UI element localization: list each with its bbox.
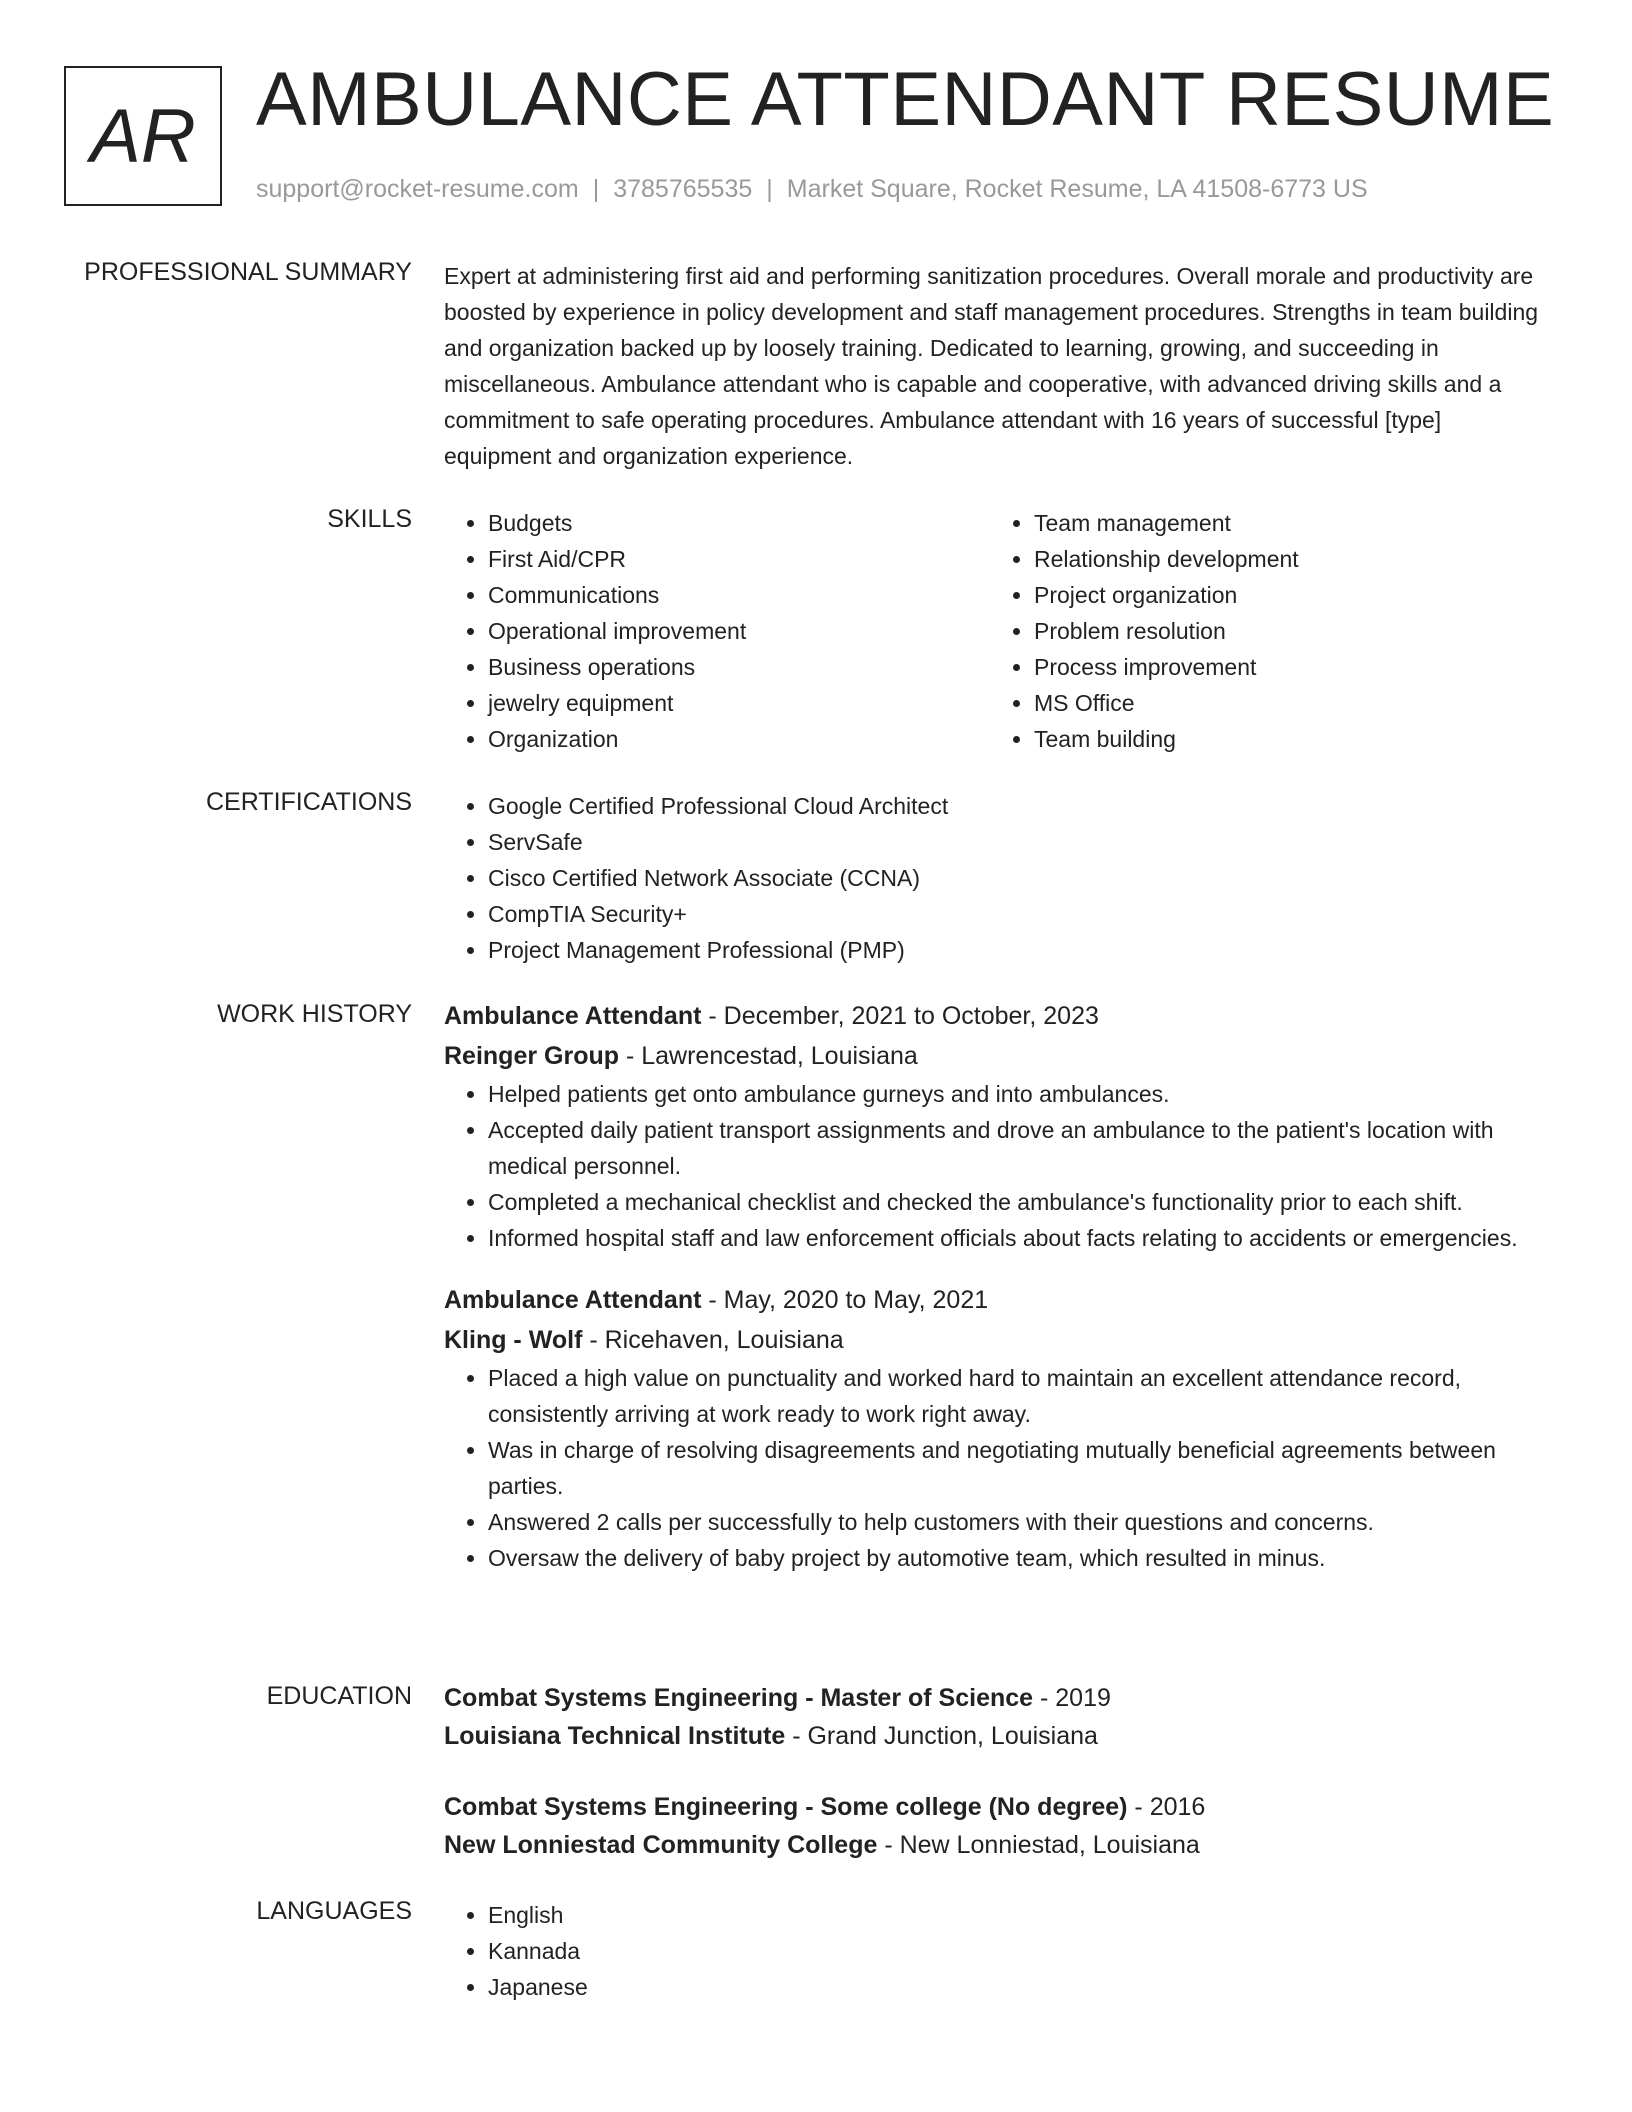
job-title: Ambulance Attendant bbox=[444, 1286, 702, 1314]
education-year: - 2019 bbox=[1033, 1684, 1111, 1712]
education-degree: Combat Systems Engineering - Master of Science bbox=[444, 1684, 1034, 1712]
certification-item: • Cisco Certified Network Associate (CCNA) bbox=[488, 860, 1554, 896]
education-degree: Combat Systems Engineering - Some college (No degree) bbox=[444, 1793, 1128, 1821]
education-degree-line bbox=[444, 1788, 1554, 1826]
skill-item: • Operational improvement bbox=[488, 613, 990, 649]
job-bullet: • Placed a high value on punctuality and worked hard to maintain an excellent attendance record, consistently arriving at work ready to work right away. bbox=[488, 1360, 1554, 1432]
education-school-line bbox=[444, 1717, 1554, 1755]
section-label-certifications: CERTIFICATIONS bbox=[205, 788, 412, 816]
education-entry bbox=[444, 1788, 1554, 1864]
skills-list-left bbox=[444, 505, 990, 757]
certification-item: • CompTIA Security+ bbox=[488, 896, 1554, 932]
job-company-line bbox=[444, 1320, 1554, 1360]
job-company: Kling - Wolf bbox=[444, 1326, 583, 1354]
job-title-line bbox=[444, 996, 1554, 1036]
contact-email[interactable]: support@rocket-resume.com bbox=[256, 175, 579, 203]
job-entry bbox=[444, 996, 1554, 1256]
skill-item: • MS Office bbox=[1034, 685, 1536, 721]
education-school: Louisiana Technical Institute bbox=[444, 1722, 786, 1750]
summary-text: Expert at administering first aid and performing sanitization procedures. Overall morale and productivity are boosted by experience in policy development and staff management procedures. Strengths in team building and organization backed up by loosely training. Dedicated to learning, growing, and succeeding in miscellaneous. Ambulance attendant who is capable and cooperative, with advanced driving skills and a commitment to safe operating procedures. Ambulance attendant with 16 years of successful [type] equipment and organization experience. bbox=[444, 263, 1539, 469]
section-label-education: EDUCATION bbox=[266, 1682, 412, 1710]
job-bullets bbox=[444, 1076, 1554, 1256]
job-company: Reinger Group bbox=[444, 1042, 620, 1070]
skills-list-right bbox=[990, 505, 1536, 757]
section-label-skills: SKILLS bbox=[327, 505, 412, 533]
contact-separator: | bbox=[592, 175, 600, 203]
resume-title: AMBULANCE ATTENDANT RESUME bbox=[256, 57, 1555, 142]
contact-separator: | bbox=[766, 175, 773, 203]
languages-list bbox=[444, 1897, 1554, 2005]
education-entry bbox=[444, 1679, 1554, 1755]
job-dates: - May, 2020 to May, 2021 bbox=[701, 1286, 989, 1314]
education-school-line bbox=[444, 1826, 1554, 1864]
language-item: • English bbox=[488, 1897, 1554, 1933]
skill-item: • Communications bbox=[488, 577, 990, 613]
job-entry bbox=[444, 1280, 1554, 1576]
language-item: • Japanese bbox=[488, 1969, 1554, 2005]
education-year: - 2016 bbox=[1127, 1793, 1206, 1821]
job-bullet: • Completed a mechanical checklist and checked the ambulance's functionality prior to each shift. bbox=[488, 1184, 1554, 1220]
skill-item: • Problem resolution bbox=[1034, 613, 1536, 649]
skill-item: • Team management bbox=[1034, 505, 1536, 541]
job-bullet: • Accepted daily patient transport assignments and drove an ambulance to the patient's location with medical personnel. bbox=[488, 1112, 1554, 1184]
job-company-line bbox=[444, 1036, 1554, 1076]
contact-phone[interactable]: 3785765535 bbox=[613, 175, 753, 203]
contact-address: Market Square, Rocket Resume, LA 41508-6773 US bbox=[786, 175, 1368, 203]
job-title: Ambulance Attendant bbox=[444, 1002, 702, 1030]
skill-item: • First Aid/CPR bbox=[488, 541, 990, 577]
job-location: - Ricehaven, Louisiana bbox=[582, 1326, 844, 1354]
section-label-work: WORK HISTORY bbox=[217, 1000, 412, 1028]
skill-item: • Organization bbox=[488, 721, 990, 757]
skill-item: • Relationship development bbox=[1034, 541, 1536, 577]
job-dates: - December, 2021 to October, 2023 bbox=[701, 1002, 1099, 1030]
certification-item: • Google Certified Professional Cloud Architect bbox=[488, 788, 1554, 824]
job-bullets bbox=[444, 1360, 1554, 1576]
job-bullet: • Was in charge of resolving disagreements and negotiating mutually beneficial agreements between parties. bbox=[488, 1432, 1554, 1504]
skill-item: • Business operations bbox=[488, 649, 990, 685]
job-location: - Lawrencestad, Louisiana bbox=[619, 1042, 918, 1070]
language-item: • Kannada bbox=[488, 1933, 1554, 1969]
certification-item: • ServSafe bbox=[488, 824, 1554, 860]
skill-item: • Budgets bbox=[488, 505, 990, 541]
section-label-summary: PROFESSIONAL SUMMARY bbox=[84, 258, 412, 286]
job-bullet: • Informed hospital staff and law enforcement officials about facts relating to accidents or emergencies. bbox=[488, 1220, 1554, 1256]
education-location: - New Lonniestad, Louisiana bbox=[877, 1831, 1200, 1859]
contact-line bbox=[256, 175, 1368, 204]
job-bullet: • Answered 2 calls per successfully to help customers with their questions and concerns. bbox=[488, 1504, 1554, 1540]
education-degree-line bbox=[444, 1679, 1554, 1717]
section-label-languages: LANGUAGES bbox=[256, 1897, 412, 1925]
education-school: New Lonniestad Community College bbox=[444, 1831, 878, 1859]
job-bullet: • Helped patients get onto ambulance gurneys and into ambulances. bbox=[488, 1076, 1554, 1112]
job-bullet: • Oversaw the delivery of baby project by automotive team, which resulted in minus. bbox=[488, 1540, 1554, 1576]
skill-item: • Process improvement bbox=[1034, 649, 1536, 685]
education-location: - Grand Junction, Louisiana bbox=[785, 1722, 1098, 1750]
certifications-list bbox=[444, 788, 1554, 968]
skill-item: • Team building bbox=[1034, 721, 1536, 757]
job-title-line bbox=[444, 1280, 1554, 1320]
skill-item: • Project organization bbox=[1034, 577, 1536, 613]
monogram-initials: AR bbox=[64, 66, 222, 206]
certification-item: • Project Management Professional (PMP) bbox=[488, 932, 1554, 968]
skill-item: • jewelry equipment bbox=[488, 685, 990, 721]
